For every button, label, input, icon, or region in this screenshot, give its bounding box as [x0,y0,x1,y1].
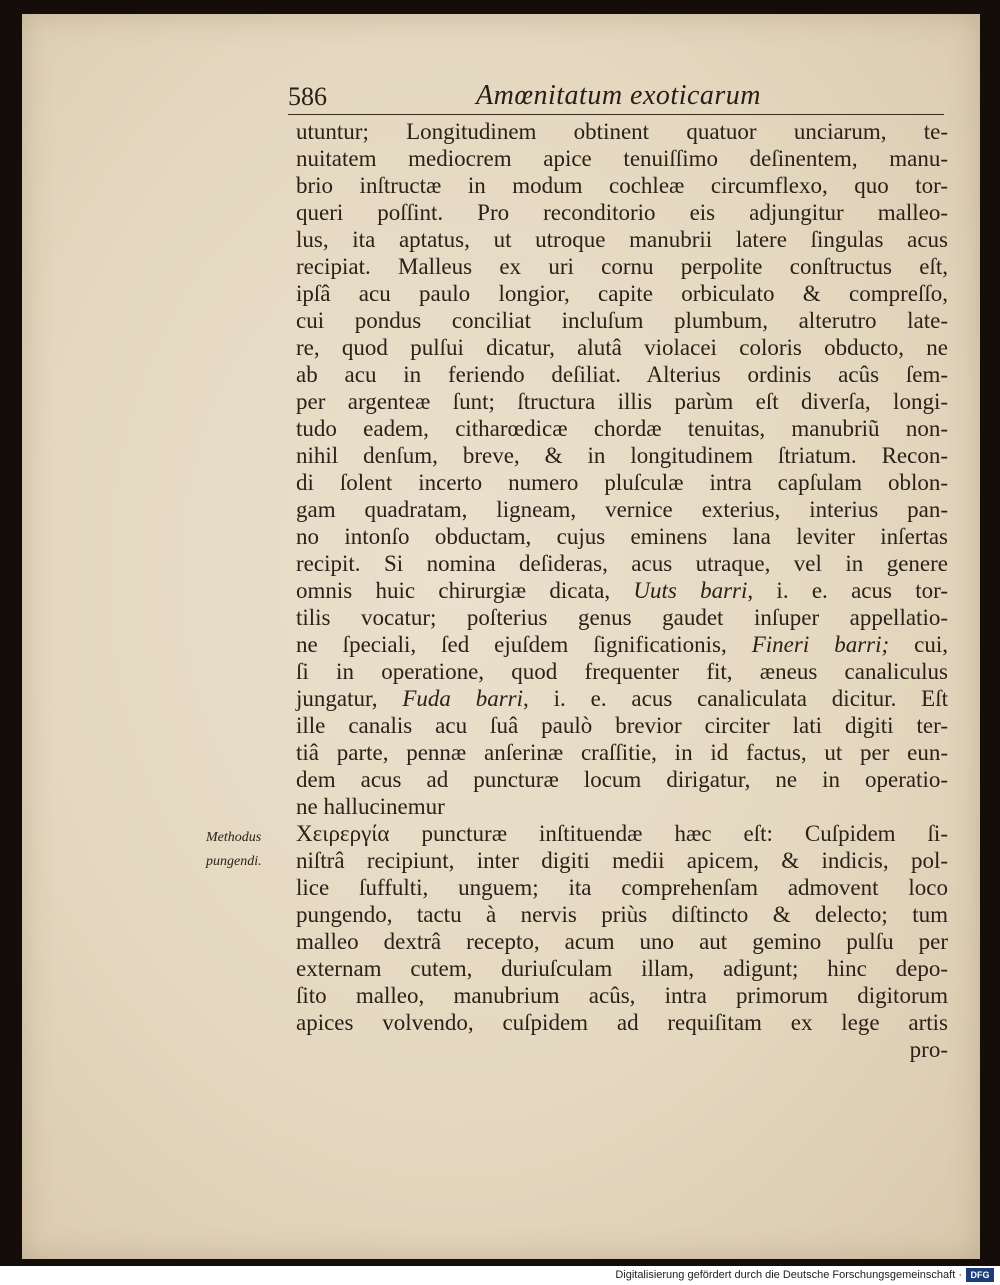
text-line: apices volvendo, cuſpidem ad requiſitam ex lege artis [296,1010,948,1035]
margin-note [206,826,296,874]
text-line: recipiat. Malleus ex uri cornu perpolite conſtructus eſt, [296,254,948,279]
text-run: jungatur, [296,686,403,711]
running-head: Amœnitatum exoticarum [476,80,762,111]
text-line: utuntur; Longitudinem obtinent quatuor unciarum, te- [296,119,948,144]
term-fineri-barri: Fineri barri; [751,632,890,657]
text-line: ipſâ acu paulo longior, capite orbiculato & compreſſo, [296,281,948,306]
text-line: gam quadratam, ligneam, vernice exterius, interius pan- [296,497,948,522]
text-line: tiâ parte, pennæ anſerinæ craſſitie, in id factus, ut per eun- [296,740,948,765]
body-text [296,118,948,1063]
catchword: pro- [909,1037,948,1062]
text-line: niſtrâ recipiunt, inter digiti medii apicem, & indicis, pol- [296,848,948,873]
text-line: ille canalis acu ſuâ paulò brevior circiter lati digiti ter- [296,713,948,738]
text-line: no intonſo obductam, cujus eminens lana leviter inſertas [296,524,948,549]
text-run: omnis huic chirurgiæ dicata, [296,578,634,603]
text-run: , i. e. acus canaliculata dicitur. Eſt [523,686,948,711]
text-line: pungendo, tactu à nervis priùs diſtincto & delecto; tum [296,902,948,927]
text-line [296,631,948,658]
text-line [296,577,948,604]
text-line: tudo eadem, citharœdicæ chordæ tenuitas, manubriũ non- [296,416,948,441]
text-line: lice ſuffulti, unguem; ita comprehenſam admovent loco [296,875,948,900]
text-line: tilis vocatur; poſterius genus gaudet inſuper appellatio- [296,605,948,630]
margin-note-line: Methodus [206,830,262,845]
term-fuda-barri: Fuda barri [402,686,524,711]
text-line: recipit. Si nomina deſideras, acus utraque, vel in genere [296,551,948,576]
text-line: lus, ita aptatus, ut utroque manubrii latere ſingulas acus [296,227,948,252]
text-line: Χειρεργία puncturæ inſtituendæ hæc eſt: Cuſpidem ſi- [296,821,948,846]
text-run: , i. e. acus tor- [747,578,948,603]
text-line: ab acu in feriendo deſiliat. Alterius ordinis acûs ſem- [296,362,948,387]
text-line: cui pondus conciliat incluſum plumbum, alterutro late- [296,308,948,333]
text-line: re, quod pulſui dicatur, alutâ violacei coloris obducto, ne [296,335,948,360]
dfg-logo-icon: DFG [966,1268,994,1282]
text-line: nuitatem mediocrem apice tenuiſſimo deſinentem, manu- [296,146,948,171]
term-uuts-barri: Uuts barri [633,578,748,603]
text-line: dem acus ad puncturæ locum dirigatur, ne in operatio- [296,767,948,792]
text-line: malleo dextrâ recepto, acum uno aut gemino pulſu per [296,929,948,954]
digitization-footer [0,1266,1000,1285]
page-number: 586 [288,82,327,111]
text-run: ne ſpeciali, ſed ejuſdem ſignificationis, [296,632,752,657]
text-line: externam cutem, duriuſculam illam, adigunt; hinc depo- [296,956,948,981]
text-line [296,685,948,712]
text-line: nihil denſum, breve, & in longitudinem ſtriatum. Recon- [296,443,948,468]
text-line: per argenteæ ſunt; ſtructura illis parùm eſt diverſa, longi- [296,389,948,414]
text-line: brio inſtructæ in modum cochleæ circumflexo, quo tor- [296,173,948,198]
page-header [288,78,944,115]
text-line: ne hallucinemur [296,794,445,819]
text-run: cui, [889,632,948,657]
margin-note-line: pungendi. [206,854,262,869]
funding-credit: Digitalisierung gefördert durch die Deutsche Forschungsgemeinschaft · [615,1269,962,1281]
text-line: di ſolent incerto numero pluſculæ intra capſulam oblon- [296,470,948,495]
text-line: queri poſſint. Pro reconditorio eis adjungitur malleo- [296,200,948,225]
text-line: ſi in operatione, quod frequenter fit, æneus canaliculus [296,659,948,684]
text-line: ſito malleo, manubrium acûs, intra primorum digitorum [296,983,948,1008]
